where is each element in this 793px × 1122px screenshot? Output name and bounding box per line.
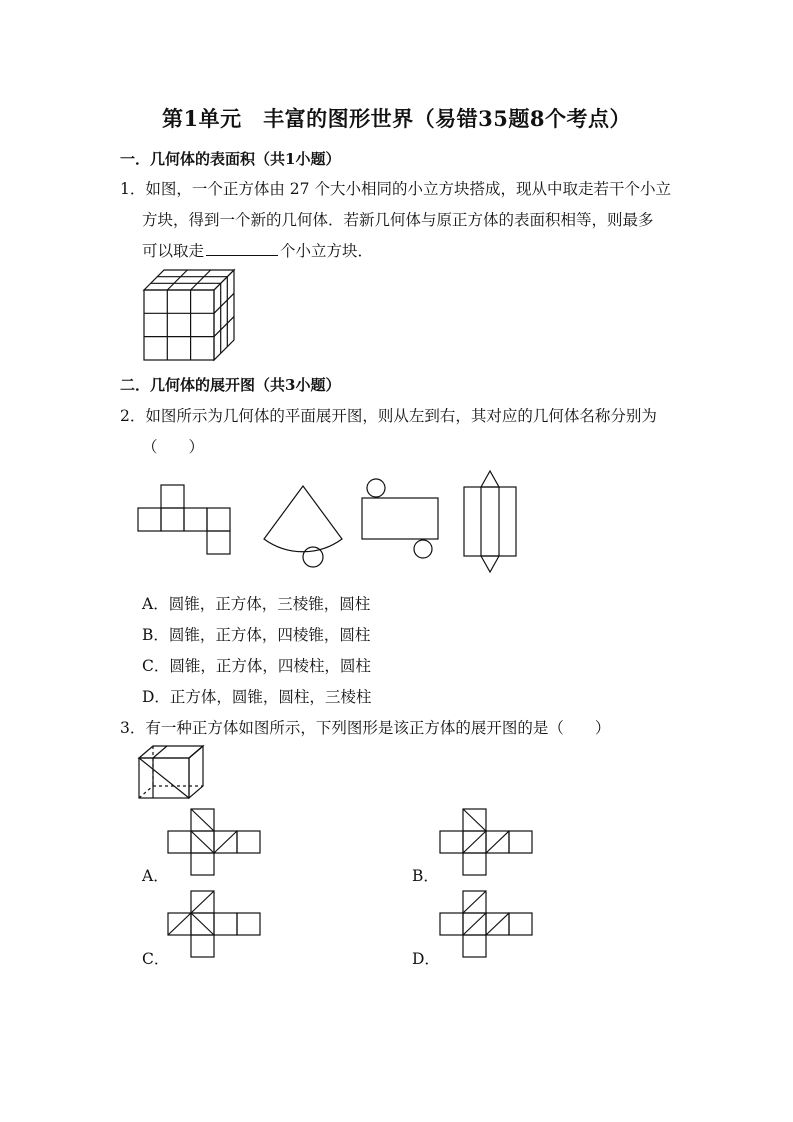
- option-d-label-q3[interactable]: D．: [412, 950, 440, 968]
- question-2-line-1: 2．如图所示为几何体的平面展开图，则从左到右，其对应的几何体名称分别为: [120, 407, 657, 425]
- page-title: 第1单元 丰富的图形世界（易错35题8个考点）: [162, 106, 631, 131]
- option-c-label-q3[interactable]: C．: [142, 950, 170, 968]
- option-c-q2[interactable]: C．圆锥，正方体，四棱柱，圆柱: [142, 657, 371, 675]
- net-cube-figure: [138, 484, 232, 554]
- question-1-line-3-start: 可以取走: [142, 242, 205, 260]
- option-b-label-q3[interactable]: B．: [412, 867, 439, 885]
- net-prism-figure: [462, 470, 518, 574]
- option-b-q2[interactable]: B．圆锥，正方体，四棱锥，圆柱: [142, 626, 371, 644]
- option-a-label-q3[interactable]: A．: [142, 867, 169, 885]
- option-c-net-figure: [168, 890, 260, 960]
- option-a-net-figure: [168, 808, 260, 878]
- answer-blank[interactable]: [206, 241, 278, 256]
- option-d-net-figure: [440, 890, 532, 960]
- section-heading-nets: 二．几何体的展开图（共3小题）: [120, 376, 341, 394]
- question-2-line-2: （ ）: [142, 438, 205, 456]
- option-b-net-figure: [440, 808, 532, 878]
- question-3-line-1: 3．有一种正方体如图所示，下列图形是该正方体的展开图的是（ ）: [120, 719, 611, 737]
- net-cone-figure: [262, 486, 346, 570]
- option-a-q2[interactable]: A．圆锥，正方体，三棱锥，圆柱: [142, 595, 371, 613]
- question-1-line-3-end: 个小立方块．: [280, 242, 374, 260]
- question-1-line-1: 1．如图，一个正方体由 27 个大小相同的小立方块搭成，现从中取走若干个小立: [120, 180, 671, 198]
- question-1-line-2: 方块，得到一个新的几何体．若新几何体与原正方体的表面积相等，则最多: [142, 211, 654, 229]
- cube-27-figure: [142, 268, 238, 362]
- cube-diagonal-figure: [137, 744, 207, 800]
- net-cylinder-figure: [360, 478, 442, 560]
- section-heading-surface-area: 一．几何体的表面积（共1小题）: [120, 150, 341, 168]
- question-1-line-3: [142, 239, 373, 261]
- option-d-q2[interactable]: D．正方体，圆锥，圆柱，三棱柱: [142, 688, 372, 706]
